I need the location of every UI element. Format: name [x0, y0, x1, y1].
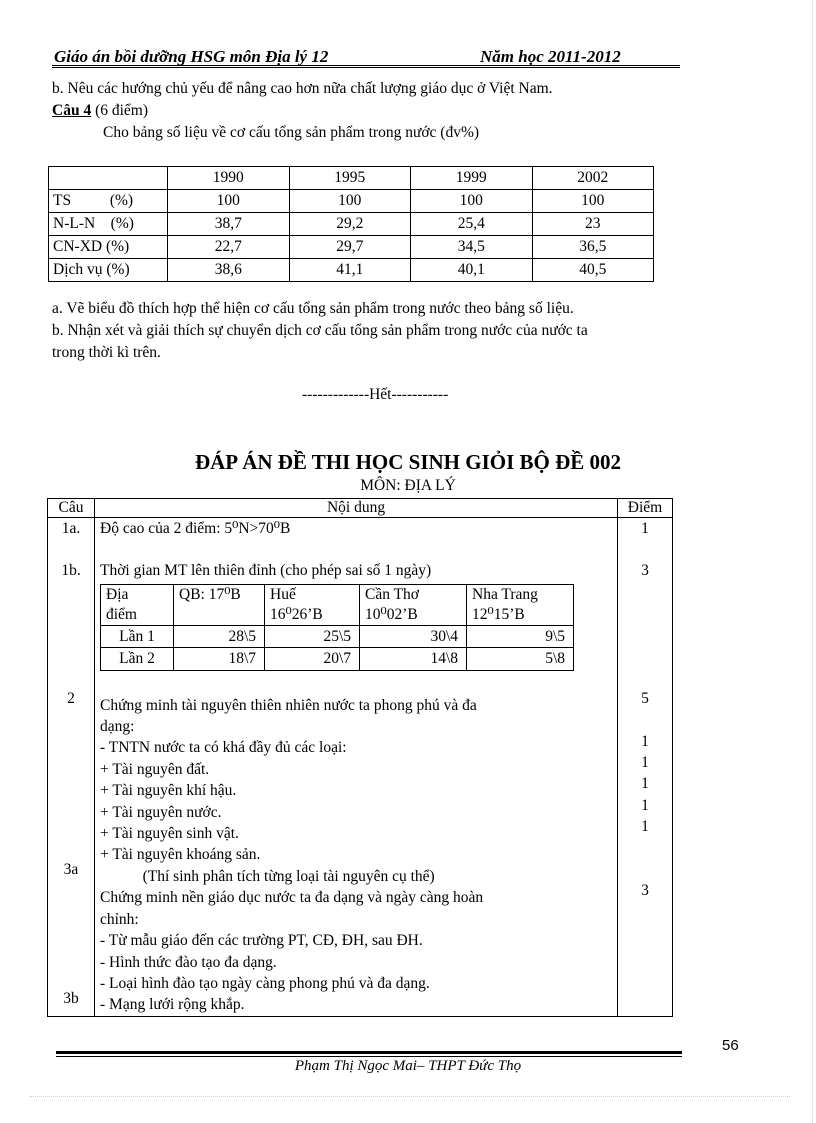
table-row — [49, 236, 654, 259]
row-label: CN-XD (%) — [49, 236, 168, 259]
answer-2-line: + Tài nguyên nước. — [100, 803, 222, 821]
zenith-cell: 20\7 — [265, 648, 360, 670]
zenith-row — [101, 648, 574, 670]
score-2: 5 — [641, 689, 649, 707]
answer-3-line: - Mạng lưới rộng khắp. — [100, 996, 245, 1014]
answer-2-line: + Tài nguyên đất. — [100, 760, 210, 778]
row-label: N-L-N (%) — [49, 213, 168, 236]
answer-2-line: + Tài nguyên khí hậu. — [100, 782, 237, 800]
footer-divider — [56, 1051, 682, 1054]
zenith-header: Nha Trang 12⁰15’B — [467, 584, 574, 625]
page-header — [52, 44, 680, 68]
answer-2-note: (Thí sinh phân tích từng loại tài nguyên cụ thể) — [100, 867, 435, 885]
question-4-intro: Cho bảng số liệu về cơ cấu tổng sản phẩm trong nước (đv%) — [103, 124, 480, 141]
answer-3-line: - Từ mẫu giáo đến các trường PT, CĐ, ĐH, sau ĐH. — [100, 932, 423, 950]
answer-subtitle: MÔN: ĐỊA LÝ — [360, 477, 456, 494]
score-2-item: 1 — [641, 775, 649, 793]
zenith-row-label: Lần 2 — [101, 648, 174, 670]
year-header: 1999 — [411, 167, 533, 190]
zenith-cell: 25\5 — [265, 625, 360, 647]
answer-2-line: + Tài nguyên khoáng sản. — [100, 846, 261, 864]
zenith-cell: 28\5 — [174, 625, 265, 647]
answer-2-line: dạng: — [100, 718, 135, 736]
table-cell: 29,2 — [289, 213, 411, 236]
table-row — [49, 190, 654, 213]
answer-1b: Thời gian MT lên thiên đỉnh (cho phép sai số 1 ngày) — [100, 562, 432, 580]
table-row — [49, 259, 654, 282]
table-row — [49, 213, 654, 236]
score-2-item: 1 — [641, 732, 649, 750]
zenith-table — [100, 584, 574, 671]
end-marker: -------------Hết----------- — [302, 386, 449, 403]
answer-2-line: - TNTN nước ta có khá đầy đủ các loại: — [100, 739, 347, 757]
score-1a: 1 — [641, 520, 649, 537]
table-cell: 29,7 — [289, 236, 411, 259]
answer-title: ĐÁP ÁN ĐỀ THI HỌC SINH GIỎI BỘ ĐỀ 002 — [194, 450, 622, 474]
zenith-header: Huế 16⁰26’B — [265, 584, 360, 625]
cau-2: 2 — [67, 689, 75, 707]
gdp-structure-table — [48, 166, 654, 282]
question-4-label: Câu 4 — [52, 102, 92, 119]
question-4b-cont: trong thời kì trên. — [52, 344, 161, 361]
answer-3-line: chỉnh: — [100, 910, 139, 928]
footer-divider-thin — [56, 1056, 682, 1057]
answer-2-line: Chứng minh tài nguyên thiên nhiên nước ta phong phú và đa — [100, 696, 477, 714]
table-cell: 100 — [532, 190, 654, 213]
table-cell: 100 — [168, 190, 290, 213]
row-label: Dịch vụ (%) — [49, 259, 168, 282]
answer-3-line: - Hình thức đào tạo đa dạng. — [100, 953, 277, 971]
table-cell: 38,6 — [168, 259, 290, 282]
header-title: Giáo án bồi dưỡng HSG môn Địa lý 12 — [54, 47, 329, 66]
cau-1b: 1b. — [61, 562, 81, 580]
score-2-item: 1 — [641, 754, 649, 772]
question-4-heading — [52, 102, 148, 120]
answer-3-line: - Loại hình đào tạo ngày càng phong phú và đa dạng. — [100, 974, 430, 992]
col-score-header: Điểm — [618, 499, 673, 518]
table-cell: 38,7 — [168, 213, 290, 236]
score-3: 3 — [641, 882, 649, 900]
year-header: 1990 — [168, 167, 290, 190]
answer-2-line: + Tài nguyên sinh vật. — [100, 825, 239, 843]
year-header: 1995 — [289, 167, 411, 190]
score-1b: 3 — [641, 562, 649, 580]
row-label: TS (%) — [49, 190, 168, 213]
score-column — [618, 518, 673, 1017]
score-2-item: 1 — [641, 796, 649, 814]
table-cell: 36,5 — [532, 236, 654, 259]
year-header: 2002 — [532, 167, 654, 190]
table-cell: 40,1 — [411, 259, 533, 282]
header-school-year: Năm học 2011-2012 — [480, 47, 621, 66]
footer-author: Phạm Thị Ngọc Mai– THPT Đức Thọ — [294, 1058, 522, 1074]
answer-header-row — [48, 499, 673, 518]
zenith-row-label: Lần 1 — [101, 625, 174, 647]
cau-3b: 3b — [63, 989, 79, 1007]
cau-3a: 3a — [63, 861, 79, 879]
zenith-cell: 18\7 — [174, 648, 265, 670]
answer-body-row — [48, 518, 673, 1017]
zenith-cell: 9\5 — [467, 625, 574, 647]
table-cell: 100 — [411, 190, 533, 213]
question-4a: a. Vẽ biểu đồ thích hợp thể hiện cơ cấu tổng sản phẩm trong nước theo bảng số liệu. — [52, 300, 574, 317]
header-divider — [52, 65, 680, 68]
col-cau-header: Câu — [48, 499, 95, 518]
table-cell: 100 — [289, 190, 411, 213]
cau-1a: 1a. — [61, 520, 81, 537]
page-number: 56 — [722, 1037, 739, 1054]
table-cell: 25,4 — [411, 213, 533, 236]
cau-column — [48, 518, 95, 1017]
question-4-points: (6 điểm) — [91, 102, 149, 119]
zenith-cell: 5\8 — [467, 648, 574, 670]
score-2-item: 1 — [641, 818, 649, 836]
question-4b: b. Nhận xét và giải thích sự chuyển dịch cơ cấu tổng sản phẩm trong nước của nước ta — [52, 322, 588, 339]
zenith-header: Cần Thơ 10⁰02’B — [360, 584, 467, 625]
answer-1a: Độ cao của 2 điểm: 5⁰N>70⁰B — [100, 520, 291, 537]
question-3b: b. Nêu các hướng chủ yếu để nâng cao hơn nữa chất lượng giáo dục ở Việt Nam. — [52, 80, 553, 97]
content-column — [95, 518, 618, 1017]
zenith-cell: 14\8 — [360, 648, 467, 670]
zenith-header-row — [101, 584, 574, 625]
table-cell: 23 — [532, 213, 654, 236]
page-bottom-guide — [30, 1096, 790, 1097]
zenith-header: Địa điểm — [101, 584, 174, 625]
table-corner-cell — [49, 167, 168, 190]
zenith-cell: 30\4 — [360, 625, 467, 647]
table-cell: 41,1 — [289, 259, 411, 282]
table-cell: 34,5 — [411, 236, 533, 259]
table-header-row — [49, 167, 654, 190]
table-cell: 22,7 — [168, 236, 290, 259]
zenith-row — [101, 625, 574, 647]
table-cell: 40,5 — [532, 259, 654, 282]
answer-3-line: Chứng minh nền giáo dục nước ta đa dạng và ngày càng hoàn — [100, 889, 484, 907]
page-right-guide — [812, 0, 813, 1123]
answer-table — [47, 498, 673, 1017]
col-content-header: Nội dung — [95, 499, 618, 518]
zenith-header: QB: 17⁰B — [174, 584, 265, 625]
